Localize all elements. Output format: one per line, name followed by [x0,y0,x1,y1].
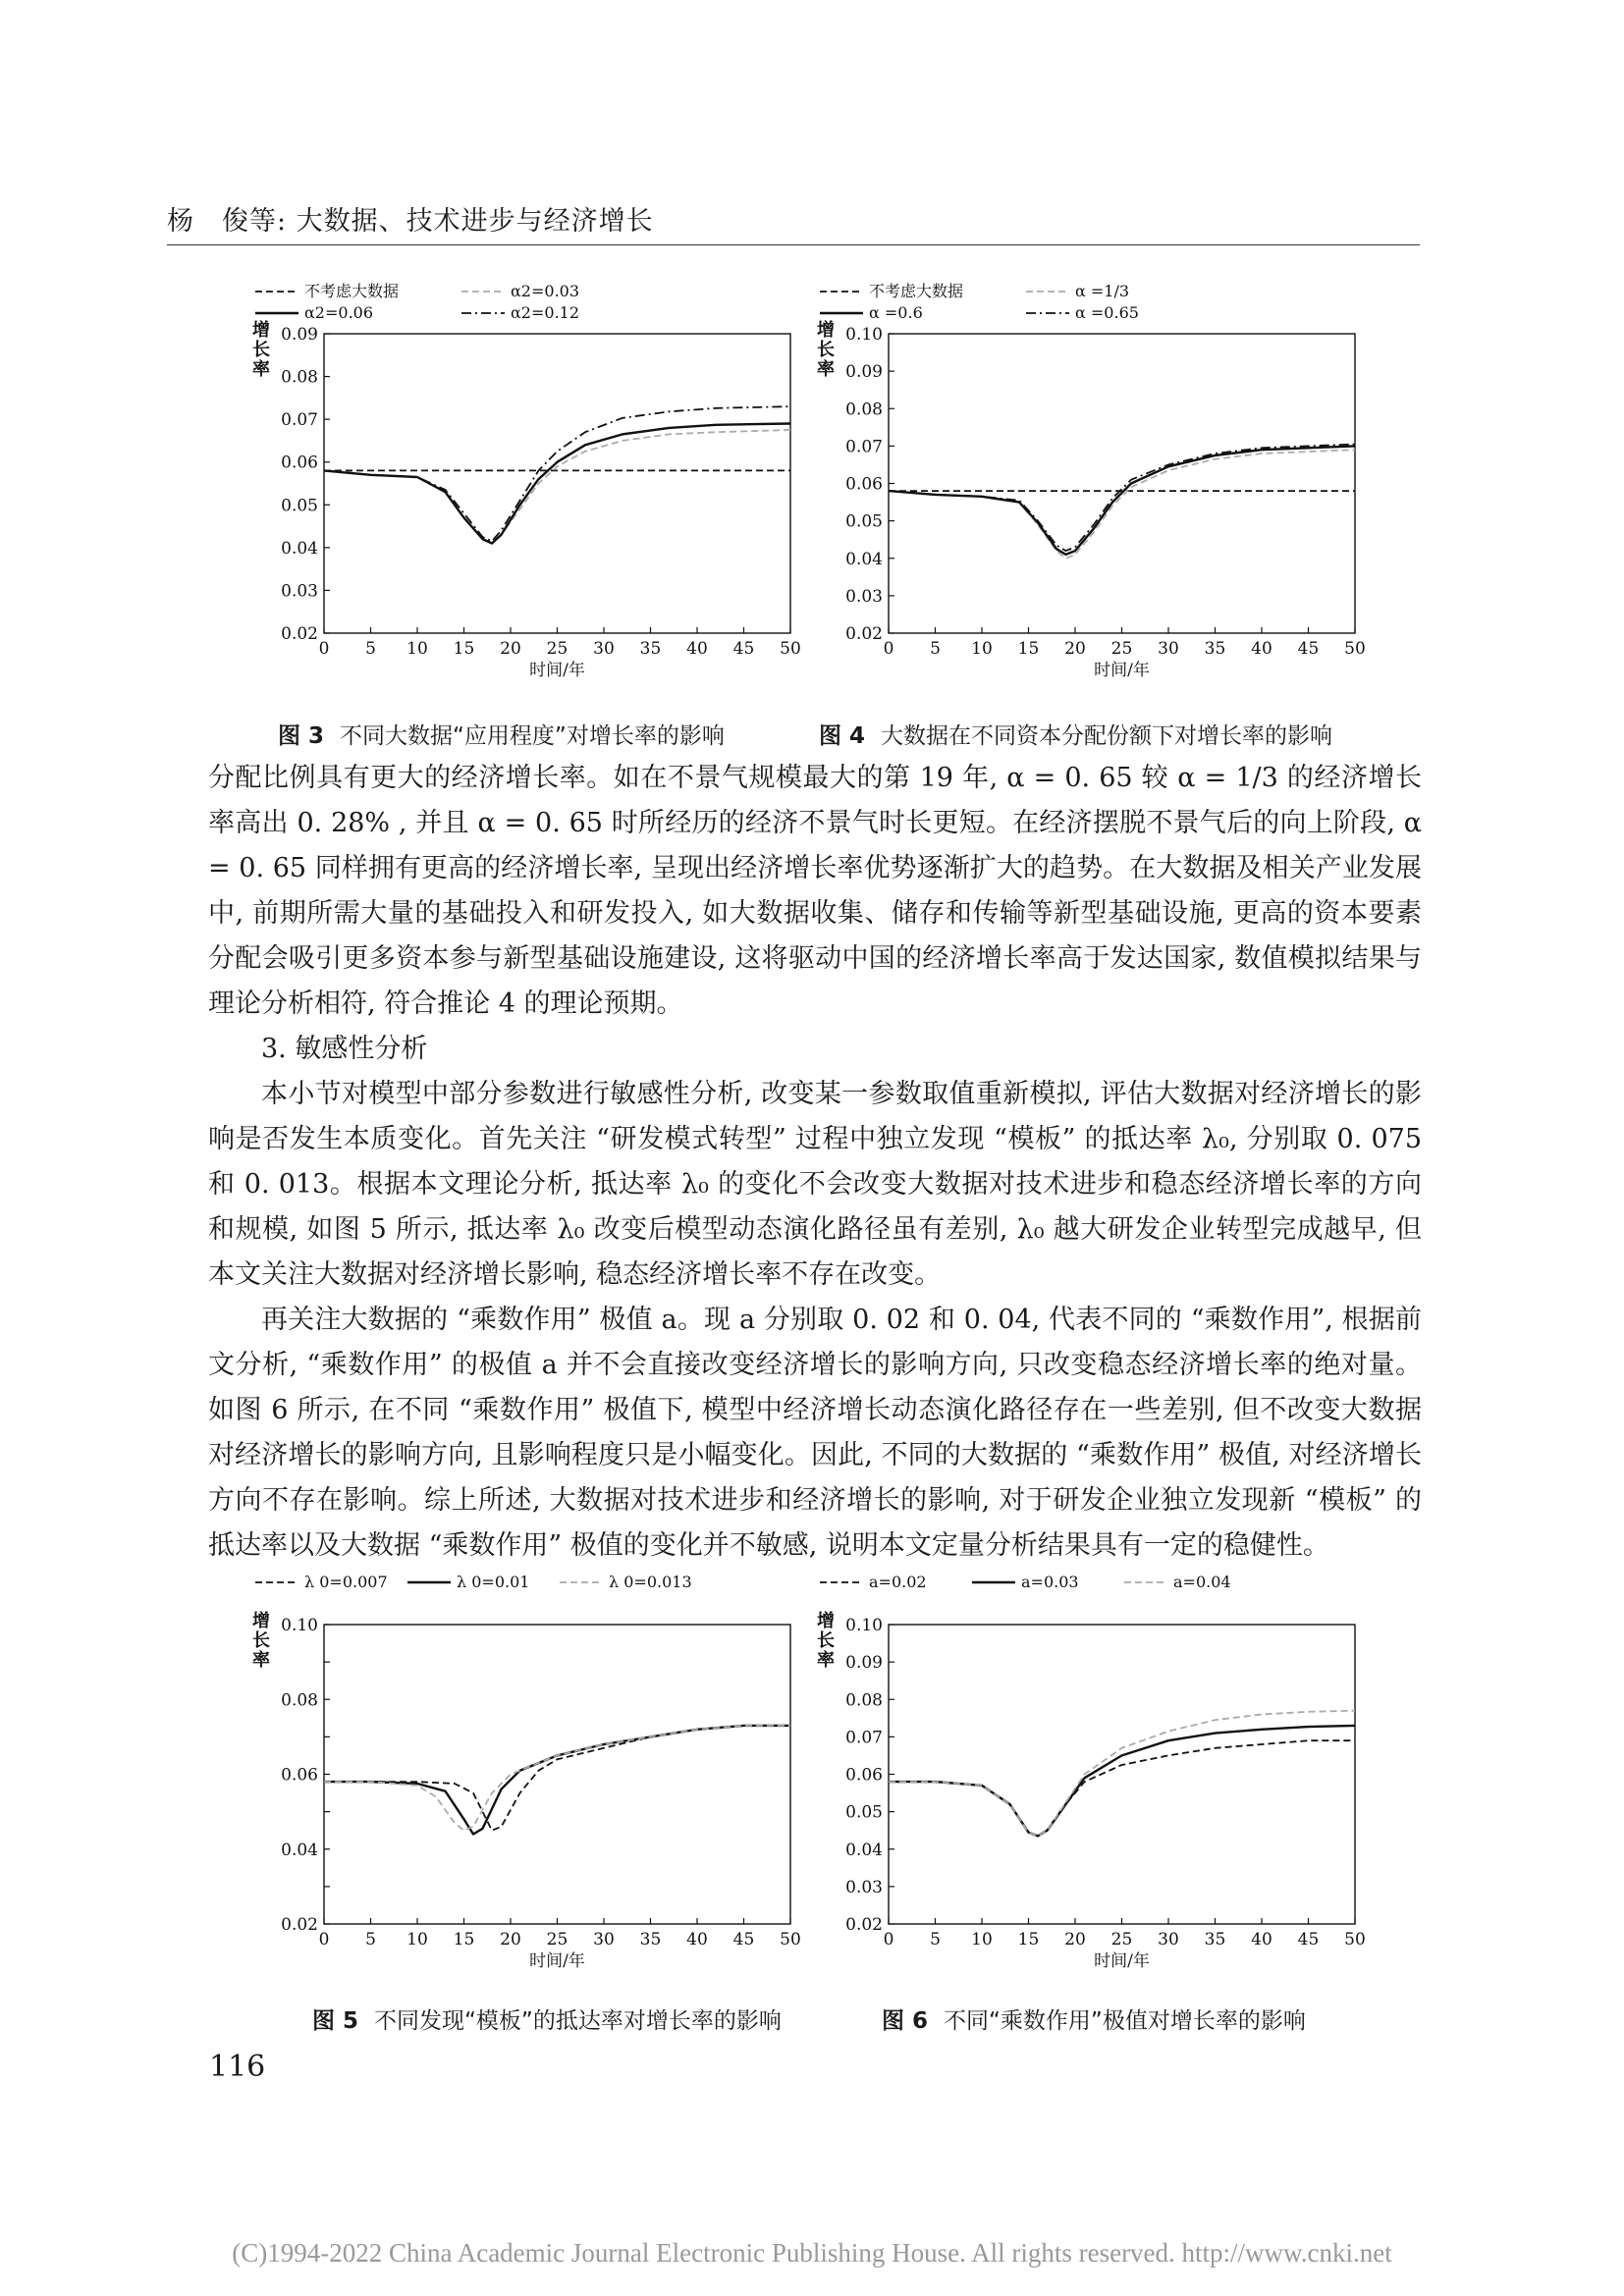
y-tick-label: 0.08 [281,1690,318,1711]
x-tick-label: 20 [1064,1930,1086,1949]
figure-3-caption-text: 不同大数据“应用程度”对增长率的影响 [340,723,725,749]
y-axis-label: 率 [252,1650,270,1671]
section-heading: 3. 敏感性分析 [261,1034,428,1064]
y-axis-label: 增 [252,1611,270,1631]
series-line [324,424,790,544]
y-tick-label: 0.08 [281,367,318,388]
x-axis-label: 时间/年 [1094,661,1150,680]
x-tick-label: 0 [883,1930,894,1949]
x-tick-label: 30 [1158,1930,1179,1949]
series-line [889,1711,1355,1837]
y-tick-label: 0.03 [845,1877,883,1897]
series-line [889,445,1355,552]
plot-frame [324,1625,790,1924]
y-tick-label: 0.03 [281,581,318,602]
x-tick-label: 5 [365,639,376,659]
running-header: 杨 俊等: 大数据、技术进步与经济增长 [167,206,654,237]
y-tick-label: 0.06 [281,453,318,473]
legend-label: α2=0.03 [511,282,580,300]
y-tick-label: 0.03 [845,586,883,607]
legend-label: a=0.03 [1021,1573,1079,1591]
plot-frame [889,334,1355,633]
y-tick-label: 0.02 [281,1915,318,1935]
x-tick-label: 30 [593,1930,615,1949]
x-tick-label: 10 [971,1930,993,1949]
x-tick-label: 40 [686,1930,708,1949]
x-tick-label: 35 [1204,639,1226,659]
series-line [324,1726,790,1831]
y-axis-label: 长 [252,1630,270,1651]
y-tick-label: 0.09 [845,362,883,383]
legend-label: λ 0=0.01 [457,1573,530,1591]
legend-label: α2=0.06 [304,303,374,322]
series-line [889,446,1355,555]
legend-label: α =1/3 [1075,282,1130,300]
y-tick-label: 0.07 [845,1728,883,1748]
paragraph: 本小节对模型中部分参数进行敏感性分析, 改变某一参数取值重新模拟, 评估大数据对经济增长的影响是否发生本质变化。首先关注 “研发模式转型” 过程中独立发现 “模板” 的抵达率 λ₀, 分别取 0. 075 和 0. 013。根据本文理论分析, 抵达率 λ₀ 的变化不会改变大数据对技术进步和稳态经济增长率的方向和规模, 如图 5 所示, 抵达率 λ₀ 改变后模型动态演化路径虽有差别, λ₀ 越大研发企业转型完成越早, 但本文关注大数据对经济增长影响, 稳态经济增长率不存在改变。 [208,1079,1422,1290]
body-text-top [208,756,1422,1569]
y-tick-label: 0.06 [845,1765,883,1786]
copyright-footer: (C)1994-2022 China Academic Journal Electronic Publishing House. All rights reserved. http://www.cnki.net [232,2238,1392,2268]
figure-3-label: 图 3 [278,723,325,749]
figure-6-chart [815,1571,1384,1993]
series-line [324,406,790,541]
y-tick-label: 0.10 [845,1616,883,1635]
y-tick-label: 0.04 [281,1840,318,1860]
y-axis-label: 率 [817,359,835,380]
x-tick-label: 45 [1297,639,1320,659]
legend-label: λ 0=0.007 [304,1573,388,1591]
figure-5-chart [250,1571,820,1993]
y-tick-label: 0.04 [845,1840,883,1860]
x-tick-label: 40 [1251,1930,1272,1949]
y-axis-label: 增 [252,320,270,341]
series-line [889,450,1355,559]
x-tick-label: 0 [318,1930,330,1949]
figure-6-label: 图 6 [882,2008,929,2034]
x-tick-label: 50 [780,1930,801,1949]
series-line [324,1726,790,1831]
y-axis-label: 长 [817,1630,835,1651]
y-tick-label: 0.05 [845,511,883,532]
x-tick-label: 50 [780,639,801,659]
x-tick-label: 15 [1017,1930,1040,1949]
y-tick-label: 0.04 [845,549,883,569]
legend-label: 不考虑大数据 [869,282,964,300]
y-tick-label: 0.02 [281,624,318,644]
x-axis-label: 时间/年 [529,661,585,680]
x-tick-label: 0 [883,639,894,659]
x-tick-label: 35 [1204,1930,1226,1949]
x-tick-label: 45 [1297,1930,1320,1949]
y-tick-label: 0.07 [845,437,883,457]
x-tick-label: 40 [686,639,708,659]
figure-4-caption-text: 大数据在不同资本分配份额下对增长率的影响 [881,723,1333,749]
x-tick-label: 30 [1158,639,1179,659]
x-axis-label: 时间/年 [529,1951,585,1971]
legend-label: λ 0=0.013 [609,1573,692,1591]
x-tick-label: 30 [593,639,615,659]
y-axis-label: 长 [252,340,270,360]
legend-label: α =0.6 [869,303,923,322]
figure-6-caption-text: 不同“乘数作用”极值对增长率的影响 [944,2008,1306,2034]
x-axis-label: 时间/年 [1094,1951,1150,1971]
x-tick-label: 25 [1110,1930,1133,1949]
y-tick-label: 0.05 [281,496,318,516]
x-tick-label: 20 [500,639,521,659]
x-tick-label: 5 [365,1930,376,1949]
y-axis-label: 长 [817,340,835,360]
figure-5-caption-text: 不同发现“模板”的抵达率对增长率的影响 [374,2008,782,2034]
y-tick-label: 0.09 [845,1653,883,1674]
legend-label: 不考虑大数据 [304,282,400,300]
y-tick-label: 0.06 [845,474,883,495]
x-tick-label: 5 [930,639,941,659]
paragraph: 再关注大数据的 “乘数作用” 极值 a。现 a 分别取 0. 02 和 0. 04, 代表不同的 “乘数作用”, 根据前文分析, “乘数作用” 的极值 a 并不会直接改变经济增长的影响方向, 只改变稳态经济增长率的绝对量。如图 6 所示, 在不同 “乘数作用” 极值下, 模型中经济增长动态演化路径存在一些差别, 但不改变大数据对经济增长的影响方向, 且影响程度只是小幅变化。因此, 不同的大数据的 “乘数作用” 极值, 对经济增长方向不存在影响。综上所述, 大数据对技术进步和经济增长的影响, 对于研发企业独立发现新 “模板” 的抵达率以及大数据 “乘数作用” 极值的变化并不敏感, 说明本文定量分析结果具有一定的稳健性。 [208,1305,1422,1561]
x-tick-label: 50 [1344,639,1366,659]
y-tick-label: 0.07 [281,410,318,431]
plot-frame [889,1625,1355,1924]
x-tick-label: 35 [639,1930,662,1949]
paragraph: 分配比例具有更大的经济增长率。如在不景气规模最大的第 19 年, α = 0. 65 较 α = 1/3 的经济增长率高出 0. 28% , 并且 α = 0. 65 时所经历的经济不景气时长更短。在经济摆脱不景气后的向上阶段, α = 0. 65 同样拥有更高的经济增长率, 呈现出经济增长率优势逐渐扩大的趋势。在大数据及相关产业发展中, 前期所需大量的基础投入和研发投入, 如大数据收集、储存和传输等新型基础设施, 更高的资本要素分配会吸引更多资本参与新型基础设施建设, 这将驱动中国的经济增长率高于发达国家, 数值模拟结果与理论分析相符, 符合推论 4 的理论预期。 [208,763,1422,1019]
y-tick-label: 0.09 [281,325,318,345]
legend-label: α =0.65 [1075,303,1139,322]
figure-3-chart [250,280,820,702]
figure-6-caption [882,2002,1306,2035]
y-tick-label: 0.10 [845,325,883,345]
series-line [324,430,790,544]
x-tick-label: 0 [318,639,330,659]
legend-label: a=0.02 [869,1573,927,1591]
figure-4-caption [819,718,1332,750]
series-line [324,1726,790,1835]
y-tick-label: 0.08 [845,1690,883,1711]
y-axis-label: 率 [252,359,270,380]
figure-4-chart [815,280,1384,702]
x-tick-label: 45 [732,1930,755,1949]
header-rule [167,244,1420,245]
y-axis-label: 增 [817,1611,835,1631]
x-tick-label: 50 [1344,1930,1366,1949]
plot-frame [324,334,790,633]
y-tick-label: 0.05 [845,1802,883,1823]
y-axis-label: 率 [817,1650,835,1671]
y-axis-label: 增 [817,320,835,341]
x-tick-label: 40 [1251,639,1272,659]
x-tick-label: 25 [546,1930,568,1949]
x-tick-label: 20 [1064,639,1086,659]
y-tick-label: 0.04 [281,538,318,559]
x-tick-label: 15 [1017,639,1040,659]
y-tick-label: 0.06 [281,1765,318,1786]
figure-5-label: 图 5 [312,2008,359,2034]
x-tick-label: 25 [1110,639,1133,659]
figure-5-caption [312,2002,782,2035]
figure-3-caption [278,718,725,750]
y-tick-label: 0.10 [281,1616,318,1635]
x-tick-label: 20 [500,1930,521,1949]
x-tick-label: 15 [453,1930,475,1949]
x-tick-label: 10 [406,1930,428,1949]
y-tick-label: 0.02 [845,1915,883,1935]
legend-label: a=0.04 [1173,1573,1231,1591]
legend-label: α2=0.12 [511,303,580,322]
x-tick-label: 15 [453,639,475,659]
x-tick-label: 25 [546,639,568,659]
x-tick-label: 10 [406,639,428,659]
x-tick-label: 5 [930,1930,941,1949]
x-tick-label: 35 [639,639,662,659]
x-tick-label: 10 [971,639,993,659]
x-tick-label: 45 [732,639,755,659]
y-tick-label: 0.08 [845,400,883,420]
page-number: 116 [209,2050,266,2084]
figure-4-label: 图 4 [819,723,866,749]
y-tick-label: 0.02 [845,624,883,644]
